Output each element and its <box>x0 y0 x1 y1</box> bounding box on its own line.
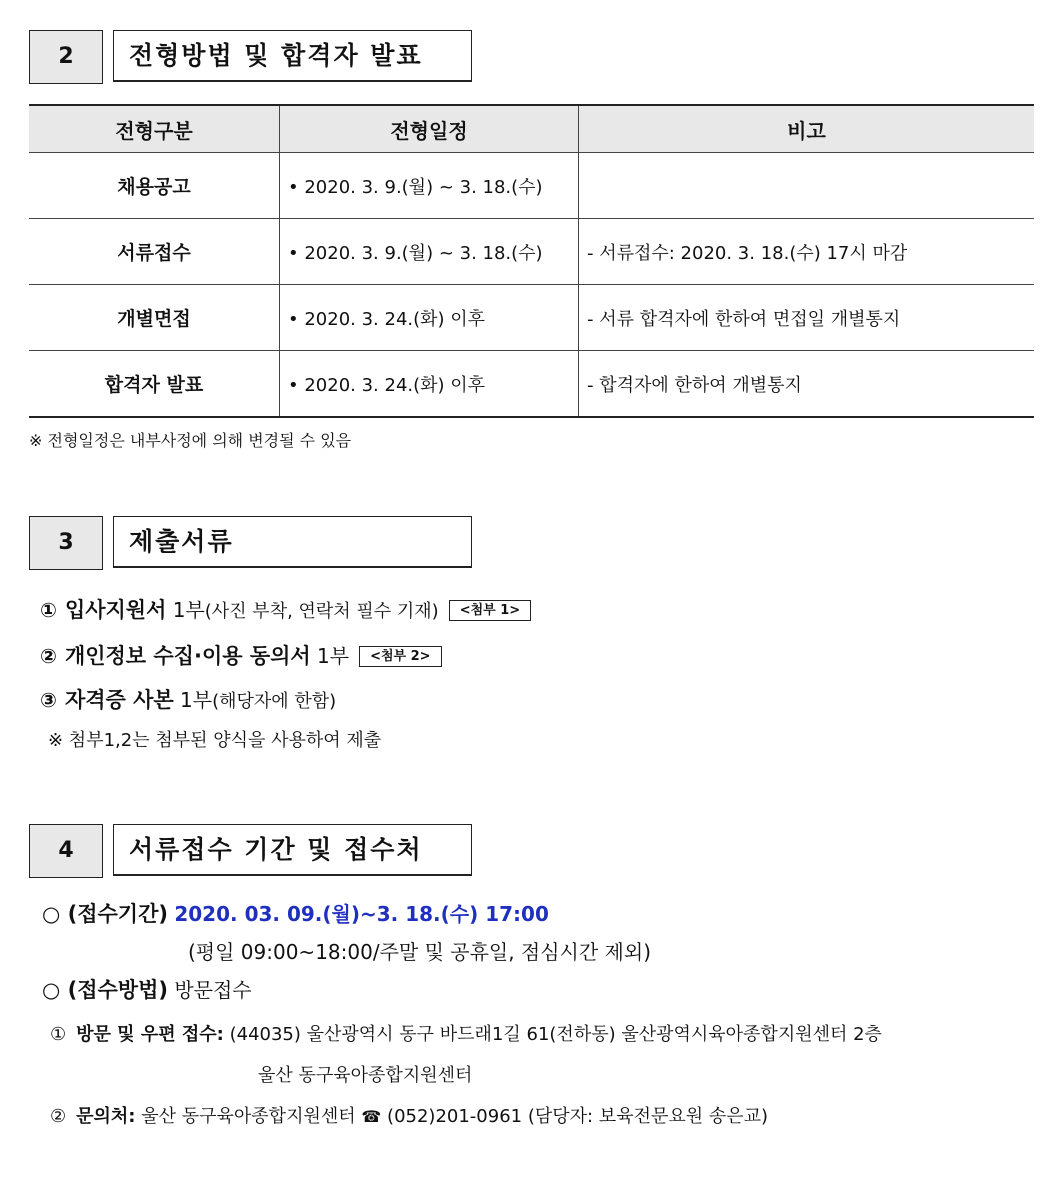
category-cell: 서류접수 <box>29 219 280 285</box>
visit-address-2: 울산 동구육아종합지원센터 <box>258 1065 473 1086</box>
schedule-footnote: ※ 전형일정은 내부사정에 의해 변경될 수 있음 <box>29 431 352 450</box>
category-cell: 개별면접 <box>29 285 280 351</box>
item-marker: ② <box>50 1106 67 1127</box>
item-marker: ① <box>50 1024 67 1045</box>
schedule-cell: • 2020. 3. 9.(월) ~ 3. 18.(수) <box>280 219 579 285</box>
contact-value: (052)201-0961 (담당자: 보육전문요원 송은교) <box>387 1106 769 1127</box>
contact-org: 울산 동구육아종합지원센터 <box>141 1106 356 1127</box>
table-row <box>29 285 1034 351</box>
document-item <box>40 594 531 624</box>
contact-label: 문의처: <box>76 1106 136 1127</box>
attachment-tag: <첨부 2> <box>359 646 441 667</box>
attachment-note: ※ 첨부1,2는 첨부된 양식을 사용하여 제출 <box>48 730 382 751</box>
section-title: 전형방법 및 합격자 발표 <box>113 30 472 82</box>
schedule-cell: • 2020. 3. 24.(화) 이후 <box>280 285 579 351</box>
document-name: 개인정보 수집·이용 동의서 <box>64 644 311 668</box>
schedule-cell: • 2020. 3. 24.(화) 이후 <box>280 351 579 418</box>
schedule-table <box>29 104 1034 418</box>
attachment-tag: <첨부 1> <box>449 600 531 621</box>
section-2-header <box>29 30 474 84</box>
period-label: ○ (접수기간) <box>42 902 168 926</box>
remark-cell: - 합격자에 한하여 개별통지 <box>579 351 1035 418</box>
category-cell: 채용공고 <box>29 153 280 219</box>
document-name: 입사지원서 <box>64 598 167 622</box>
section-title: 서류접수 기간 및 접수처 <box>113 824 472 876</box>
section-number: 3 <box>29 516 103 570</box>
column-header: 전형일정 <box>280 105 579 153</box>
visit-info <box>50 1020 882 1046</box>
section-4-header <box>29 824 474 878</box>
receipt-method <box>42 974 252 1004</box>
item-marker: ③ <box>40 688 57 712</box>
remark-cell: - 서류접수: 2020. 3. 18.(수) 17시 마감 <box>579 219 1035 285</box>
remark-cell: - 서류 합격자에 한하여 면접일 개별통지 <box>579 285 1035 351</box>
category-cell: 합격자 발표 <box>29 351 280 418</box>
document-qty: 1부 <box>317 644 350 668</box>
table-row <box>29 219 1034 285</box>
visit-label: 방문 및 우편 접수: <box>76 1024 224 1045</box>
table-row <box>29 351 1034 418</box>
document-detail: (사진 부착, 연락처 필수 기재) <box>204 601 439 622</box>
method-label: ○ (접수방법) <box>42 978 168 1002</box>
receipt-period <box>42 898 549 928</box>
visit-address: (44035) 울산광역시 동구 바드래1길 61(전하동) 울산광역시육아종합지원센터 2층 <box>229 1024 882 1045</box>
phone-icon: ☎ <box>361 1107 382 1126</box>
period-note: (평일 09:00~18:00/주말 및 공휴일, 점심시간 제외) <box>188 940 651 964</box>
document-detail: (해당자에 한함) <box>212 691 337 712</box>
period-value: 2020. 03. 09.(월)~3. 18.(수) 17:00 <box>174 902 549 926</box>
contact-info <box>50 1102 768 1128</box>
document-qty: 1부 <box>180 688 213 712</box>
section-number: 2 <box>29 30 103 84</box>
document-qty: 1부 <box>172 598 205 622</box>
section-title: 제출서류 <box>113 516 472 568</box>
method-value: 방문접수 <box>174 978 252 1002</box>
document-name: 자격증 사본 <box>64 688 174 712</box>
document-item <box>40 684 336 714</box>
column-header: 전형구분 <box>29 105 280 153</box>
remark-cell <box>579 153 1035 219</box>
item-marker: ② <box>40 644 57 668</box>
schedule-cell: • 2020. 3. 9.(월) ~ 3. 18.(수) <box>280 153 579 219</box>
section-number: 4 <box>29 824 103 878</box>
document-item <box>40 640 442 670</box>
section-3-header <box>29 516 474 570</box>
column-header: 비고 <box>579 105 1035 153</box>
table-row <box>29 153 1034 219</box>
item-marker: ① <box>40 598 57 622</box>
